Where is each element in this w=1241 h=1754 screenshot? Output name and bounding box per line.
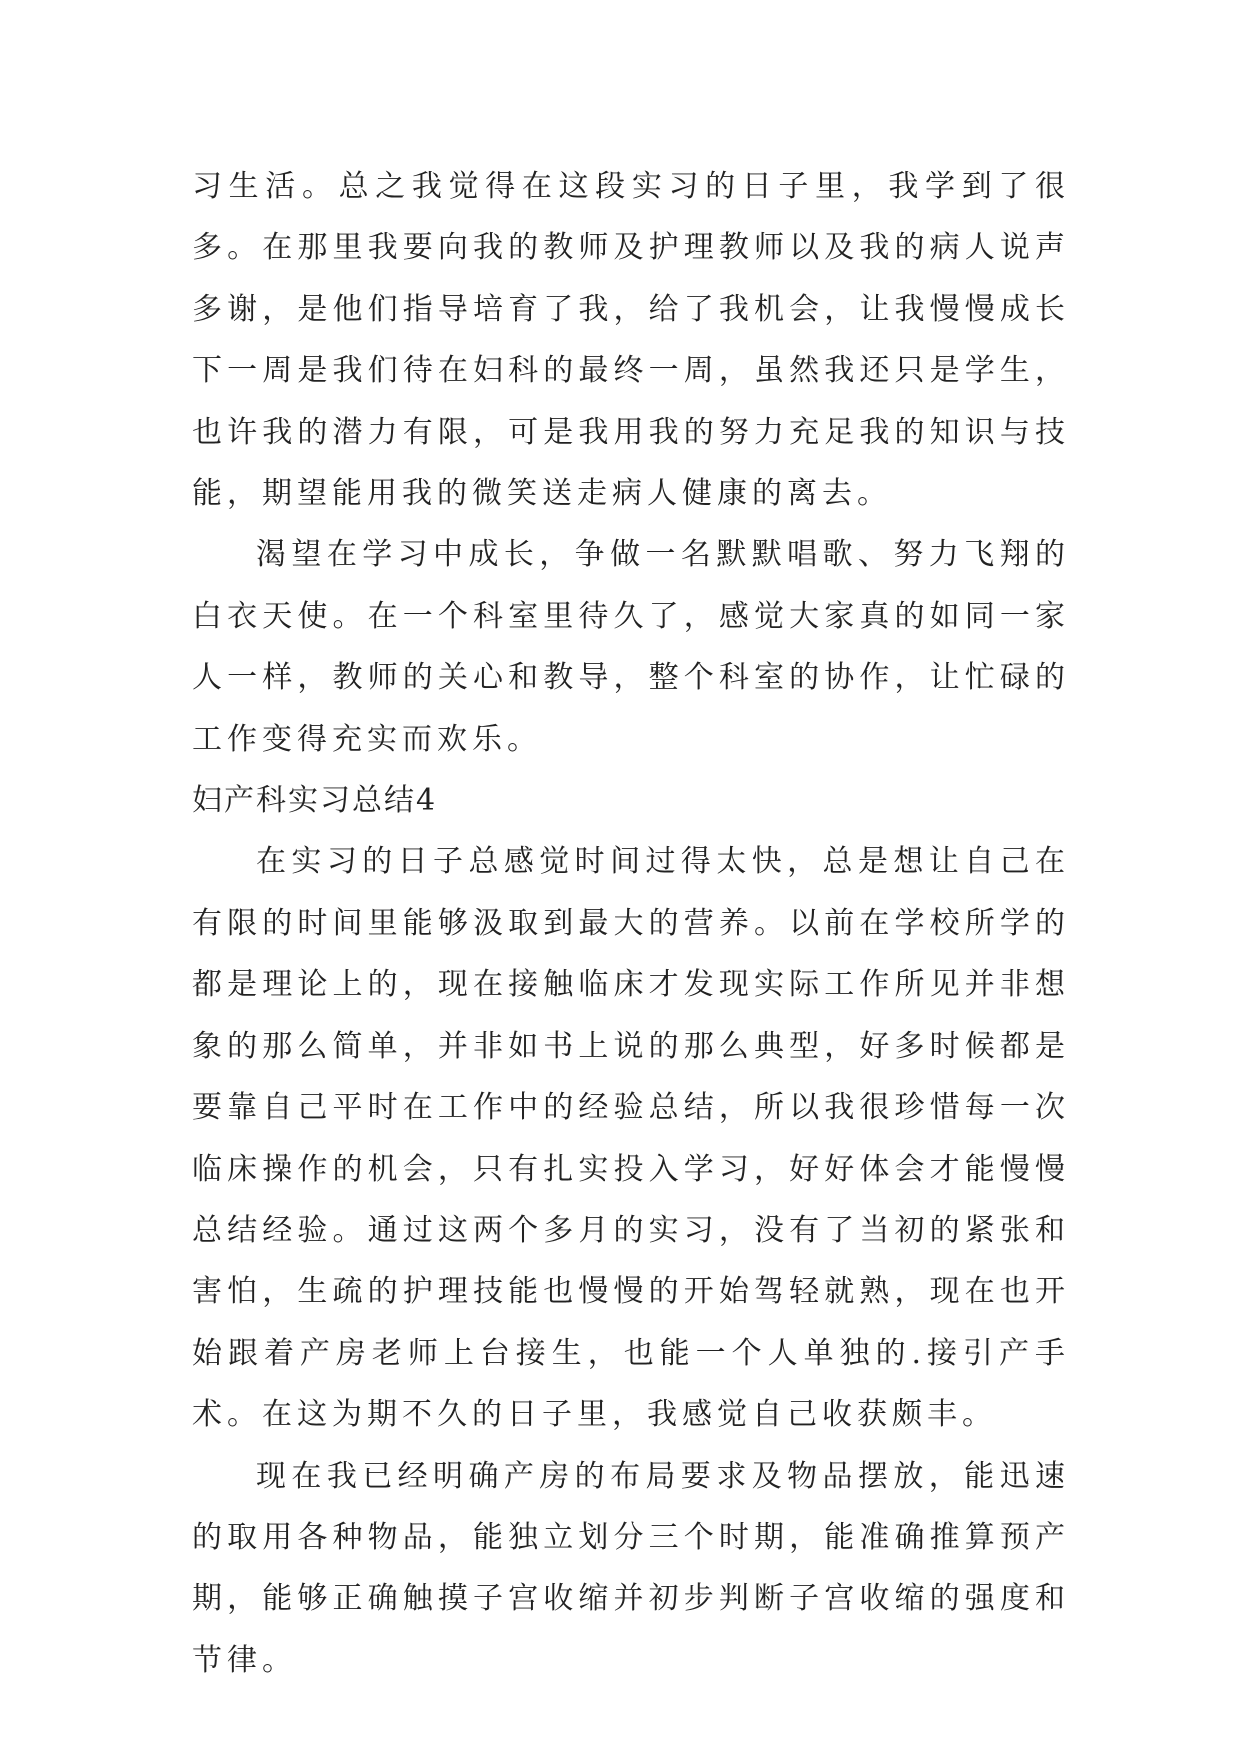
paragraph-3: 在实习的日子总感觉时间过得太快，总是想让自己在有限的时间里能够汲取到最大的营养。以前在学校所学的都是理论上的，现在接触临床才发现实际工作所见并非想象的那么简单，并非如书上说的那么典型，好多时候都是要靠自己平时在工作中的经验总结，所以我很珍惜每一次临床操作的机会，只有扎实投入学习，好好体会才能慢慢总结经验。通过这两个多月的实习，没有了当初的紧张和害怕，生疏的护理技能也慢慢的开始驾轻就熟，现在也开始跟着产房老师上台接生，也能一个人单独的.接引产手术。在这为期不久的日子里，我感觉自己收获颇丰。 [192,844,1070,1433]
paragraph-2: 渴望在学习中成长，争做一名默默唱歌、努力飞翔的白衣天使。在一个科室里待久了，感觉大家真的如同一家人一样，教师的关心和教导，整个科室的协作，让忙碌的工作变得充实而欢乐。 [192,537,1070,757]
document-body [192,156,1070,1691]
paragraph-4: 现在我已经明确产房的布局要求及物品摆放，能迅速的取用各种物品，能独立划分三个时期，能准确推算预产期，能够正确触摸子宫收缩并初步判断子宫收缩的强度和节律。 [192,1458,1070,1678]
section-heading: 妇产科实习总结4 [192,783,438,819]
paragraph-1: 习生活。总之我觉得在这段实习的日子里，我学到了很多。在那里我要向我的教师及护理教师以及我的病人说声多谢，是他们指导培育了我，给了我机会，让我慢慢成长下一周是我们待在妇科的最终一周，虽然我还只是学生，也许我的潜力有限，可是我用我的努力充足我的知识与技能，期望能用我的微笑送走病人健康的离去。 [192,169,1070,512]
